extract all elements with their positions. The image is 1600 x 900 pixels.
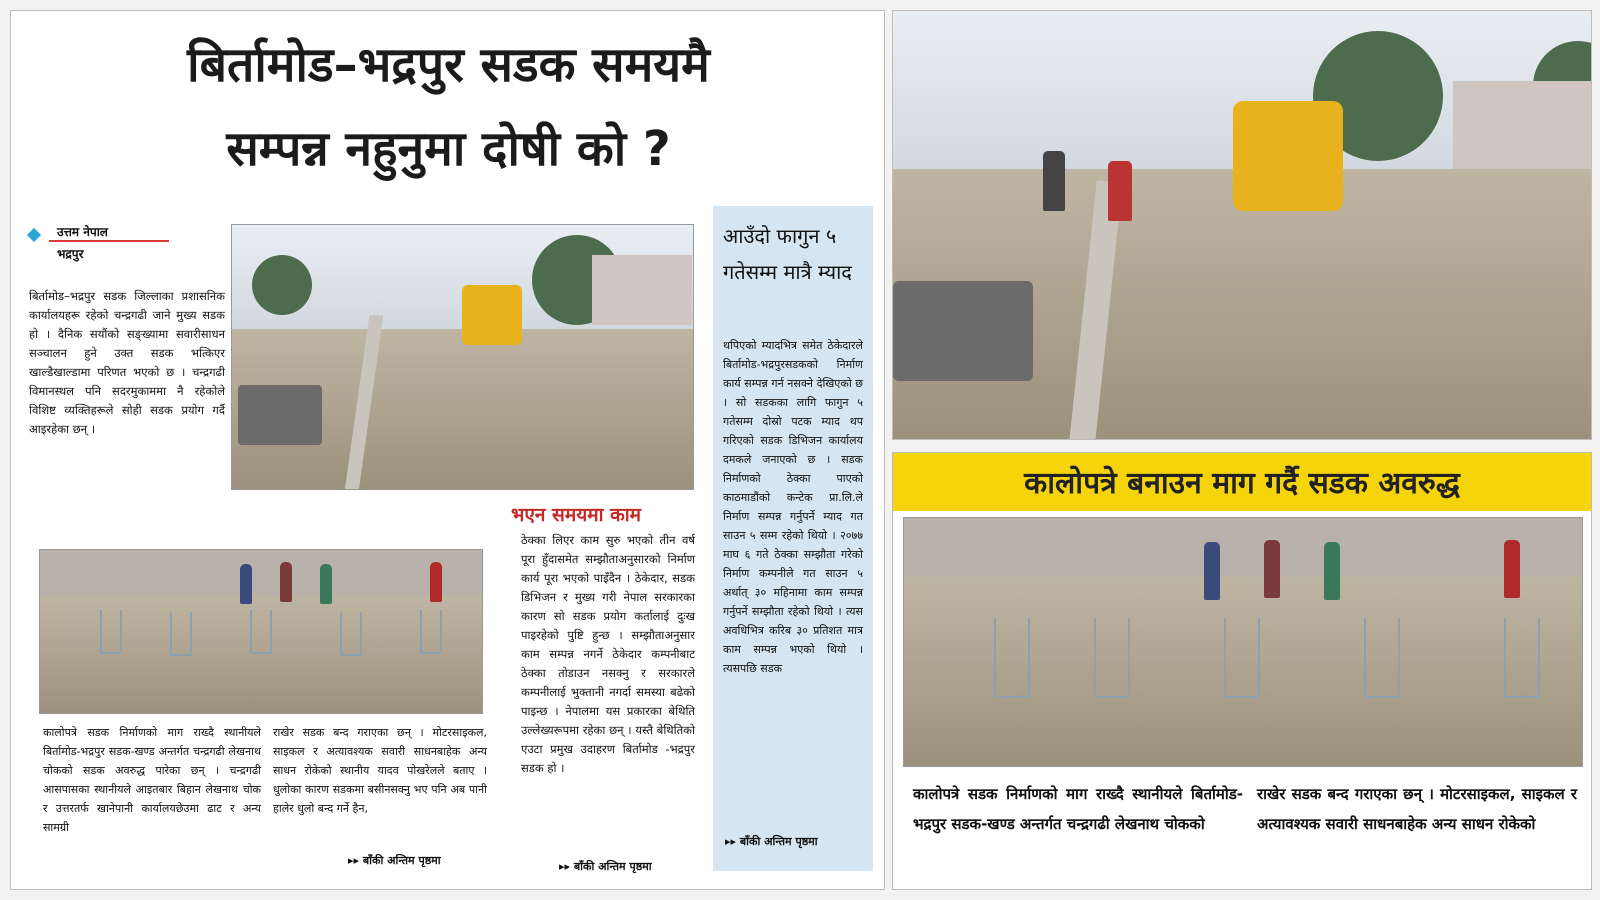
newspaper-page-left (10, 10, 885, 890)
photo-caption-col-1: कालोपत्रे सडक निर्माणको माग राख्दै स्थानीयले बिर्तामोड-भद्रपुर सडक-खण्ड अन्तर्गत चन्द्रगढी लेखनाथ चोकको सडक अवरुद्ध पारेका छन् । चन्द्रगढी आसपासका स्थानीयले आइतबार बिहान लेखनाथ चोक र उत्तरतर्फ खानेपानी कार्यालयछेउमा ढाट र अन्य सामग्री (43, 726, 261, 834)
road-construction-photo (231, 224, 694, 490)
road-roller-photo-large (893, 11, 1591, 439)
photo-caption-col-2: राखेर सडक बन्द गराएका छन् । मोटरसाइकल, साइकल र अत्यावश्यक सवारी साधनबाहेक अन्य साधन रोकेको (1257, 785, 1577, 833)
headline-line-2: सम्पन्न नहुनुमा दोषी को ? (226, 121, 671, 177)
article-paragraph: ठेक्का लिएर काम सुरु भएको तीन वर्ष पूरा हुँदासमेत सम्झौताअनुसारको निर्माण कार्य पूरा भएको पाइँदैन । ठेकेदार, सडक डिभिजन र मुख्य गरी नेपाल सरकारका कारण सो सडक प्रयोग कर्तालाई दुःख पाइरहेको पुष्टि हुन्छ । सम्झौताअनुसार काम सम्पन्न नगर्ने ठेकेदार कम्पनीबाट ठेक्का तोडाउन नसक्नु र सरकारले कम्पनीलाई भुक्तानी नगर्दा समस्या बढेको पाइन्छ । नेपालमा यस प्रकारका बेथिति उल्लेख्यरूपमा रहेका छन् । यस्तै बेथितिको एउटा प्रमुख उदाहरण बिर्तामोड -भद्रपुर सडक हो । (521, 533, 695, 775)
byline-rule (49, 240, 169, 242)
sidebar-box (713, 206, 873, 871)
diamond-bullet-icon (27, 228, 41, 242)
intro-paragraph: बिर्तामोड–भद्रपुर सडक जिल्लाका प्रशासनिक कार्यालयहरू रहेको चन्द्रगढी जाने मुख्य सडक हो । दैनिक सयौंको सङ्ख्यामा सवारीसाधन सञ्चालन हुने उक्त सडक भत्किएर खाल्डैखाल्डामा परिणत भएको छ । चन्द्रगढी विमानस्थल पनि सदरमुकाममा नै रहेकोले विशिष्ट व्यक्तिहरूले सोही सडक प्रयोग गर्दै आइरहेका छन् । (29, 289, 225, 436)
road-blockade-photo (39, 549, 483, 714)
byline-author: उत्तम नेपाल (57, 225, 108, 239)
sidebar-paragraph: थपिएको म्यादभित्र समेत ठेकेदारले बिर्तामोड-भद्रपुरसडकको निर्माण कार्य सम्पन्न गर्न नसक्ने देखिएको छ । सो सडकका लागि फागुन ५ गतेसम्म दोस्रो पटक म्याद थप गरिएको सडक डिभिजन कार्यालय दमकले जनाएको छ । सडक निर्माणको ठेक्का पाएको काठमाडौंको कन्टेक प्रा.लि.ले निर्माण सम्पन्न गर्नुपर्ने म्याद गत साउन ५ सम्म रहेको थियो । २०७७ माघ ६ गते ठेक्का सम्झौता गरेको निर्माण कम्पनीले गत साउन ५ अर्थात् ३० महिनामा काम सम्पन्न गर्नुपर्ने सम्झौता रहेको थियो । त्यस अवधिभित्र करिब ३० प्रतिशत मात्र काम सम्पन्न भएको थियो । त्यसपछि सडक (723, 339, 863, 675)
sidebar-continued-note: ▸▸ बाँकी अन्तिम पृष्ठमा (725, 835, 818, 848)
byline-place: भद्रपुर (57, 247, 84, 261)
caption-continued-note: ▸▸ बाँकी अन्तिम पृष्ठमा (348, 854, 441, 867)
wheelbarrow-icon (893, 281, 1033, 381)
headline-line-1: बिर्तामोड–भद्रपुर सडक समयमै (187, 37, 710, 93)
photo-caption-col-1: कालोपत्रे सडक निर्माणको माग राख्दै स्थानीयले बिर्तामोड-भद्रपुर सडक-खण्ड अन्तर्गत चन्द्रगढी लेखनाथ चोकको (913, 785, 1243, 833)
continued-note: ▸▸ बाँकी अन्तिम पृष्ठमा (559, 860, 652, 873)
road-roller-icon (1233, 101, 1343, 211)
wheelbarrow-icon (238, 385, 322, 445)
subhead: भएन समयमा काम (511, 504, 642, 526)
photo-caption-col-2: राखेर सडक बन्द गराएका छन् । मोटरसाइकल, साइकल र अत्यावश्यक सवारी साधनबाहेक अन्य साधन रोकेको स्थानीय यादव पोखरेलले बताए । धुलोका कारण सडकमा बसीनसक्नु भए पनि अब पानी हालेर धुलो बन्द गर्ने हैन, (273, 726, 487, 815)
banner-title: कालोपत्रे बनाउन माग गर्दै सडक अवरुद्ध (1024, 466, 1460, 501)
newspaper-clipping-right (892, 452, 1592, 890)
banner-strip (893, 453, 1591, 511)
road-construction-photo-large (892, 10, 1592, 440)
road-roller-icon (462, 285, 522, 345)
road-blockade-photo-large (903, 517, 1583, 767)
sidebar-headline: आउँदो फागुन ५ गतेसम्म मात्रै म्याद (723, 224, 852, 284)
